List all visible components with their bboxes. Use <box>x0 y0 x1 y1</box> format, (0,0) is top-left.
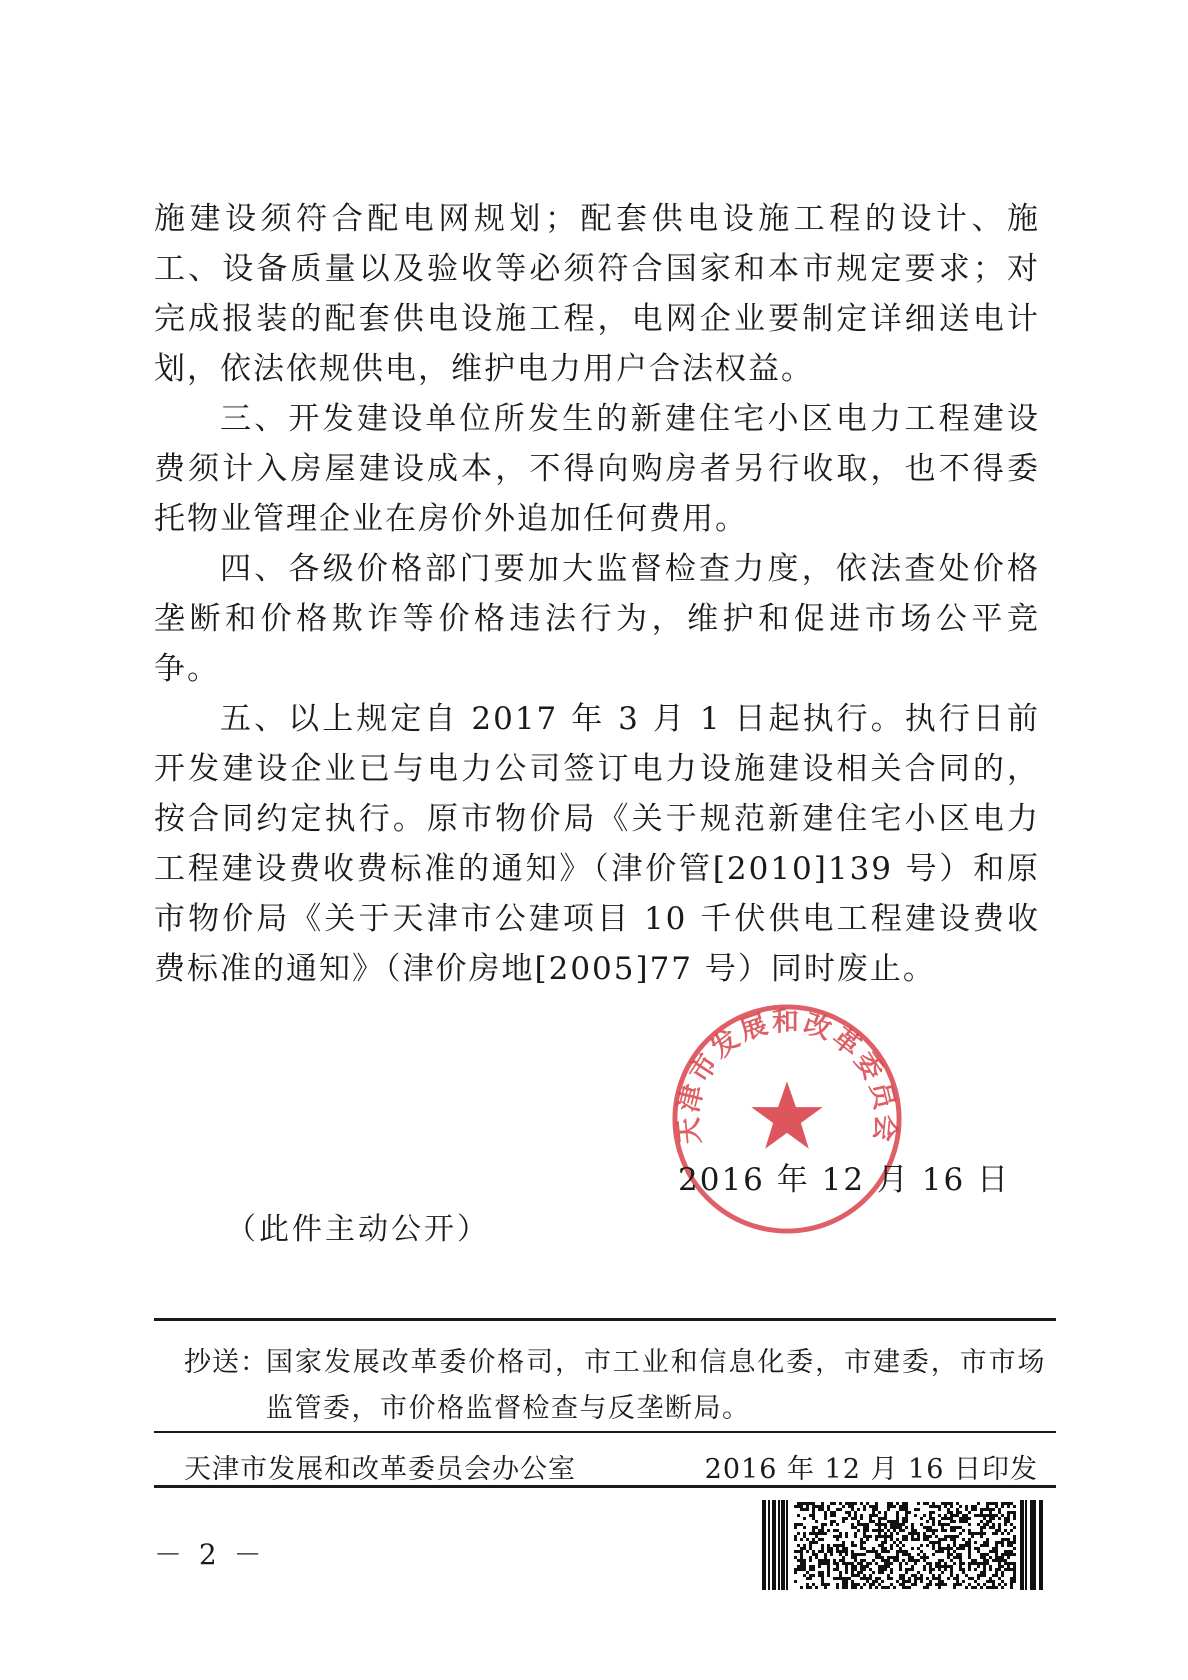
public-disclosure-note: （此件主动公开） <box>226 1212 490 1247</box>
body-paragraph-continued: 施建设须符合配电网规划；配套供电设施工程的设计、施工、设备质量以及验收等必须符合国家和本市规定要求；对完成报装的配套供电设施工程，电网企业要制定详细送电计划，依法依规供电，维护电力用户合法权益。 <box>154 201 1040 387</box>
issuing-office: 天津市发展和改革委员会办公室 <box>184 1454 576 1485</box>
page-number: － 2 － <box>154 1538 266 1571</box>
document-body <box>154 194 1040 994</box>
cc-top-rule <box>154 1318 1056 1321</box>
seal-text: 天津市发展和改革委员会 <box>672 1006 902 1146</box>
cc-label: 抄送： <box>184 1347 268 1378</box>
cc-bottom-rule <box>154 1431 1056 1433</box>
issue-date: 2016 年 12 月 16 日印发 <box>704 1454 1038 1485</box>
seal-star-icon <box>751 1081 822 1148</box>
document-barcode-icon <box>762 1500 1044 1590</box>
body-paragraph-3: 三、开发建设单位所发生的新建住宅小区电力工程建设费须计入房屋建设成本，不得向购房者另行收取，也不得委托物业管理企业在房价外追加任何费用。 <box>154 401 1040 537</box>
body-paragraph-4: 四、各级价格部门要加大监督检查力度，依法查处价格垄断和价格欺诈等价格违法行为，维护和促进市场公平竞争。 <box>154 551 1040 687</box>
cc-recipients: 国家发展改革委价格司，市工业和信息化委，市建委，市市场监管委，市价格监督检查与反垄断局。 <box>266 1347 1046 1424</box>
signature-date: 2016 年 12 月 16 日 <box>678 1162 1011 1198</box>
body-paragraph-5: 五、以上规定自 2017 年 3 月 1 日起执行。执行日前开发建设企业已与电力公司签订电力设施建设相关合同的，按合同约定执行。原市物价局《关于规范新建住宅小区电力工程建设费收费标准的通知》（津价管[2010]139 号）和原市物价局《关于天津市公建项目 10 千伏供电工程建设费收费标准的通知》（津价房地[2005]77 号）同时废止。 <box>154 701 1040 987</box>
official-seal <box>668 1000 906 1238</box>
footer-bottom-rule <box>154 1485 1056 1488</box>
